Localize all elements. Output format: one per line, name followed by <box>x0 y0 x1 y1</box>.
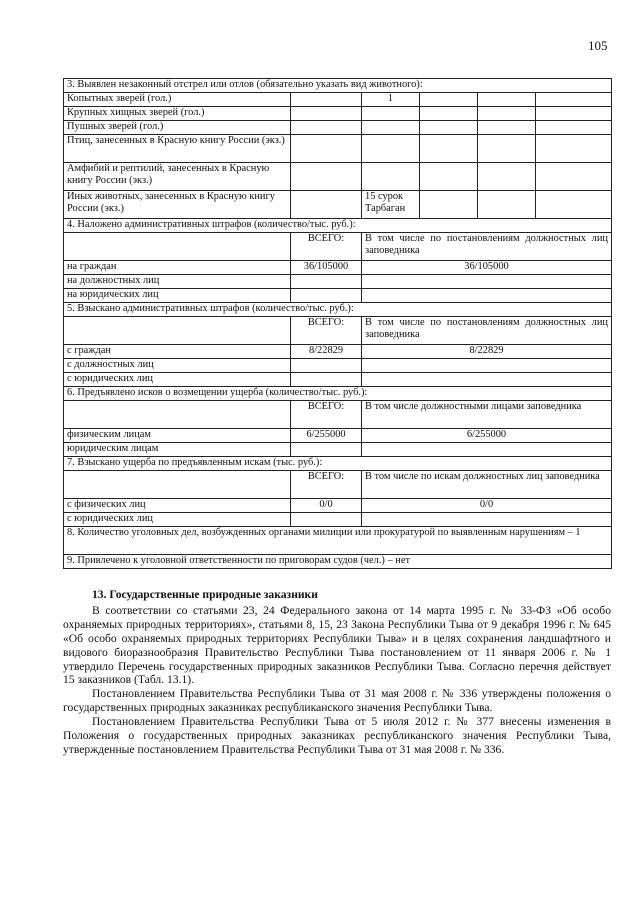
section-9-row: 9. Привлечено к уголовной ответственности по приговорам судов (чел.) – нет <box>64 555 612 569</box>
row-label: с граждан <box>64 345 291 359</box>
row-value: 15 сурок Тарбаган <box>362 191 420 219</box>
total-value: 0/0 <box>291 499 362 513</box>
including-value <box>362 373 612 387</box>
including-header: В том числе должностными лицами заповедника <box>362 401 612 429</box>
row-label: юридическим лицам <box>64 443 291 457</box>
including-value: 36/105000 <box>362 261 612 275</box>
including-value <box>362 359 612 373</box>
section-6-header: 6. Предъявлено исков о возмещении ущерба (количество/тыс. руб.): <box>64 387 612 401</box>
table-row <box>64 275 612 289</box>
table-row <box>64 163 612 191</box>
table-row <box>64 443 612 457</box>
including-value <box>362 443 612 457</box>
section-7-header: 7. Взыскано ущерба по предъявленным искам (тыс. руб.): <box>64 457 612 471</box>
paragraph: В соответствии со статьями 23, 24 Федерального закона от 14 марта 1995 г. № 33-ФЗ «Об особо охраняемых природных территориях», статьями 8, 15, 23 Закона Республики Тыва от 9 декабря 1996 г. № 645 «Об особо охраняемых природных территориях Республики Тыва» и в целях сохранения ландшафтного и видового биоразнообразия Правительство Республики Тыва постановлением от 11 января 2006 г. № 1 утвердило Перечень государственных природных заказников Республики Тыва. Согласно перечня действует 15 заказников (Табл. 13.1). <box>63 603 611 687</box>
total-value <box>291 443 362 457</box>
table-row <box>64 429 612 443</box>
section-8-row: 8. Количество уголовных дел, возбужденных органами милиции или прокуратурой по выявленным нарушениям – 1 <box>64 527 612 555</box>
total-header: ВСЕГО: <box>291 471 362 499</box>
row-label: с юридических лиц <box>64 513 291 527</box>
reserves-section <box>63 588 611 757</box>
section-5-header: 5. Взыскано административных штрафов (количество/тыс. руб.): <box>64 303 612 317</box>
row-value: 1 <box>362 93 420 107</box>
table-row <box>64 261 612 275</box>
row-label: Иных животных, занесенных в Красную книгу России (экз.) <box>64 191 291 219</box>
section-heading: 13. Государственные природные заказники <box>92 588 318 601</box>
row-value <box>362 121 420 135</box>
total-header: ВСЕГО: <box>291 317 362 345</box>
table-row <box>64 359 612 373</box>
section-4-header: 4. Наложено административных штрафов (количество/тыс. руб.): <box>64 219 612 233</box>
total-header: ВСЕГО: <box>291 233 362 261</box>
row-value <box>362 163 420 191</box>
row-label: Копытных зверей (гол.) <box>64 93 291 107</box>
page-number: 105 <box>588 38 608 53</box>
paragraph: Постановлением Правительства Республики Тыва от 31 мая 2008 г. № 336 утверждены положения о государственных природных заказниках республиканского значения Республики Тыва. <box>63 687 611 715</box>
table-row <box>64 121 612 135</box>
violations-table <box>63 78 612 569</box>
paragraph: Постановлением Правительства Республики Тыва от 5 июля 2012 г. № 377 внесены изменения в Положения о государственных природных заказниках республиканского значения Республики Тыва, утвержденные постановлением Правительства Республики Тыва от 31 мая 2008 г. № 336. <box>63 715 611 756</box>
including-value: 8/22829 <box>362 345 612 359</box>
table-row <box>64 135 612 163</box>
table-row <box>64 107 612 121</box>
including-header: В том числе по постановлениям должностных лиц заповедника <box>362 317 612 345</box>
table-row <box>64 373 612 387</box>
total-value <box>291 359 362 373</box>
row-label: на юридических лиц <box>64 289 291 303</box>
table-row <box>64 345 612 359</box>
including-header: В том числе по искам должностных лиц заповедника <box>362 471 612 499</box>
including-header: В том числе по постановлениям должностных лиц заповедника <box>362 233 612 261</box>
section-3-header: 3. Выявлен незаконный отстрел или отлов (обязательно указать вид животного): <box>64 79 612 93</box>
table-row <box>64 191 612 219</box>
row-label: на должностных лиц <box>64 275 291 289</box>
including-value <box>362 513 612 527</box>
including-value <box>362 289 612 303</box>
total-value: 36/105000 <box>291 261 362 275</box>
total-value: 8/22829 <box>291 345 362 359</box>
row-label: Птиц, занесенных в Красную книгу России (экз.) <box>64 135 291 163</box>
table-row <box>64 93 612 107</box>
row-label: с физических лиц <box>64 499 291 513</box>
row-value <box>362 107 420 121</box>
table-row <box>64 289 612 303</box>
row-label: на граждан <box>64 261 291 275</box>
total-value <box>291 373 362 387</box>
total-value <box>291 275 362 289</box>
table-row <box>64 513 612 527</box>
row-label: с юридических лиц <box>64 373 291 387</box>
row-label: с должностных лиц <box>64 359 291 373</box>
total-value <box>291 513 362 527</box>
row-label: Крупных хищных зверей (гол.) <box>64 107 291 121</box>
row-label: Амфибий и рептилий, занесенных в Красную книгу России (экз.) <box>64 163 291 191</box>
row-label: физическим лицам <box>64 429 291 443</box>
table-row <box>64 499 612 513</box>
including-value <box>362 275 612 289</box>
row-label: Пушных зверей (гол.) <box>64 121 291 135</box>
including-value: 0/0 <box>362 499 612 513</box>
including-value: 6/255000 <box>362 429 612 443</box>
total-value: 6/255000 <box>291 429 362 443</box>
row-value <box>362 135 420 163</box>
total-value <box>291 289 362 303</box>
total-header: ВСЕГО: <box>291 401 362 429</box>
